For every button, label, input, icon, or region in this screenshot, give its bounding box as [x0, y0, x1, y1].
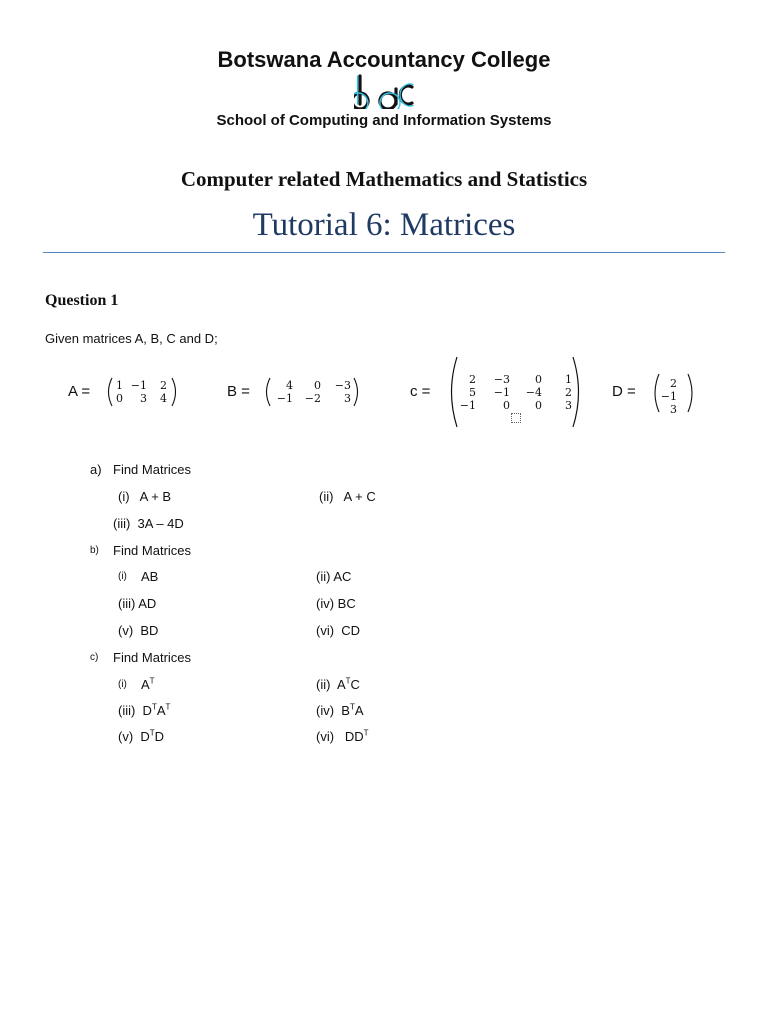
matrix-c-cell: −1	[493, 386, 510, 399]
matrix-c-cell: 5	[469, 386, 476, 399]
matrix-c-cell: −1	[459, 399, 476, 412]
part-c-item-marker: (i)	[118, 679, 127, 690]
part-b-item: (vi) CD	[316, 623, 361, 638]
matrix-d-cell: 2	[670, 377, 677, 390]
matrix-b-cell: 3	[344, 392, 351, 405]
matrix-b-cell: −2	[304, 392, 321, 405]
matrix-b	[263, 377, 363, 407]
part-b-item: (iii) AD	[118, 596, 157, 611]
header-divider	[43, 252, 725, 253]
matrix-a-cell: −1	[130, 379, 147, 392]
tutorial-title: Tutorial 6: Matrices	[252, 207, 516, 243]
matrix-c-cell: 1	[565, 373, 572, 386]
part-c-item: $A^T$	[141, 676, 155, 692]
part-c-item: (vi) $DD^T$	[316, 728, 369, 744]
matrix-a-label: A =	[68, 383, 91, 400]
part-c-item: (ii) $A^TC$	[316, 676, 360, 692]
matrix-c-cell: 0	[535, 373, 542, 386]
matrix-b-cell: 4	[286, 379, 293, 392]
school-name: School of Computing and Information Systems	[216, 112, 552, 129]
matrix-c-cell: 3	[565, 399, 572, 412]
matrix-a-cell: 2	[160, 379, 167, 392]
matrix-d-cell: −1	[660, 390, 677, 403]
part-c-item: (v) $D^TD$	[118, 728, 165, 744]
bac-logo	[354, 73, 416, 109]
matrix-c-cell: 2	[469, 373, 476, 386]
part-c-item: (iv) $B^TA$	[316, 702, 364, 718]
part-a-item: (i) A + B	[118, 489, 172, 504]
college-name: Botswana Accountancy College	[217, 47, 551, 72]
part-b-item-marker: (i)	[118, 571, 127, 582]
question-title: Question 1	[45, 292, 119, 309]
matrix-d-cell: 3	[670, 403, 677, 416]
part-b-item: AB	[141, 569, 159, 584]
part-a-heading: Find Matrices	[113, 462, 192, 477]
matrix-b-cell: −3	[334, 379, 351, 392]
matrix-c	[446, 356, 586, 428]
matrix-a	[105, 377, 180, 407]
matrix-b-cell: −1	[276, 392, 293, 405]
part-a-marker: a)	[90, 462, 102, 477]
part-c-marker: c)	[90, 652, 99, 663]
matrix-c-label: c =	[410, 383, 431, 400]
part-c-heading: Find Matrices	[113, 650, 192, 665]
part-b-marker: b)	[90, 545, 99, 556]
matrix-c-cell: −3	[493, 373, 510, 386]
part-c-item: (iii) $D^TA^T$	[118, 702, 171, 718]
matrix-c-cell: −4	[525, 386, 542, 399]
matrix-a-cell: 4	[160, 392, 167, 405]
matrix-b-cell: 0	[314, 379, 321, 392]
matrix-a-cell: 1	[116, 379, 123, 392]
matrix-b-label: B =	[227, 383, 250, 400]
part-b-item: (v) BD	[118, 623, 159, 638]
part-a-item: (ii) A + C	[319, 489, 376, 504]
matrix-c-cell: 2	[565, 386, 572, 399]
placeholder-box	[511, 413, 521, 423]
part-a-item: (iii) 3A – 4D	[113, 516, 184, 531]
matrix-d	[651, 373, 697, 416]
matrix-d-label: D =	[612, 383, 636, 400]
matrix-c-cell: 0	[535, 399, 542, 412]
part-b-heading: Find Matrices	[113, 543, 192, 558]
part-b-item: (iv) BC	[316, 596, 356, 611]
matrix-a-cell: 3	[140, 392, 147, 405]
matrix-a-cell: 0	[116, 392, 123, 405]
course-title: Computer related Mathematics and Statistics	[180, 167, 588, 191]
question-intro: Given matrices A, B, C and D;	[45, 331, 218, 346]
matrix-c-cell: 0	[503, 399, 510, 412]
part-b-item: (ii) AC	[316, 569, 352, 584]
